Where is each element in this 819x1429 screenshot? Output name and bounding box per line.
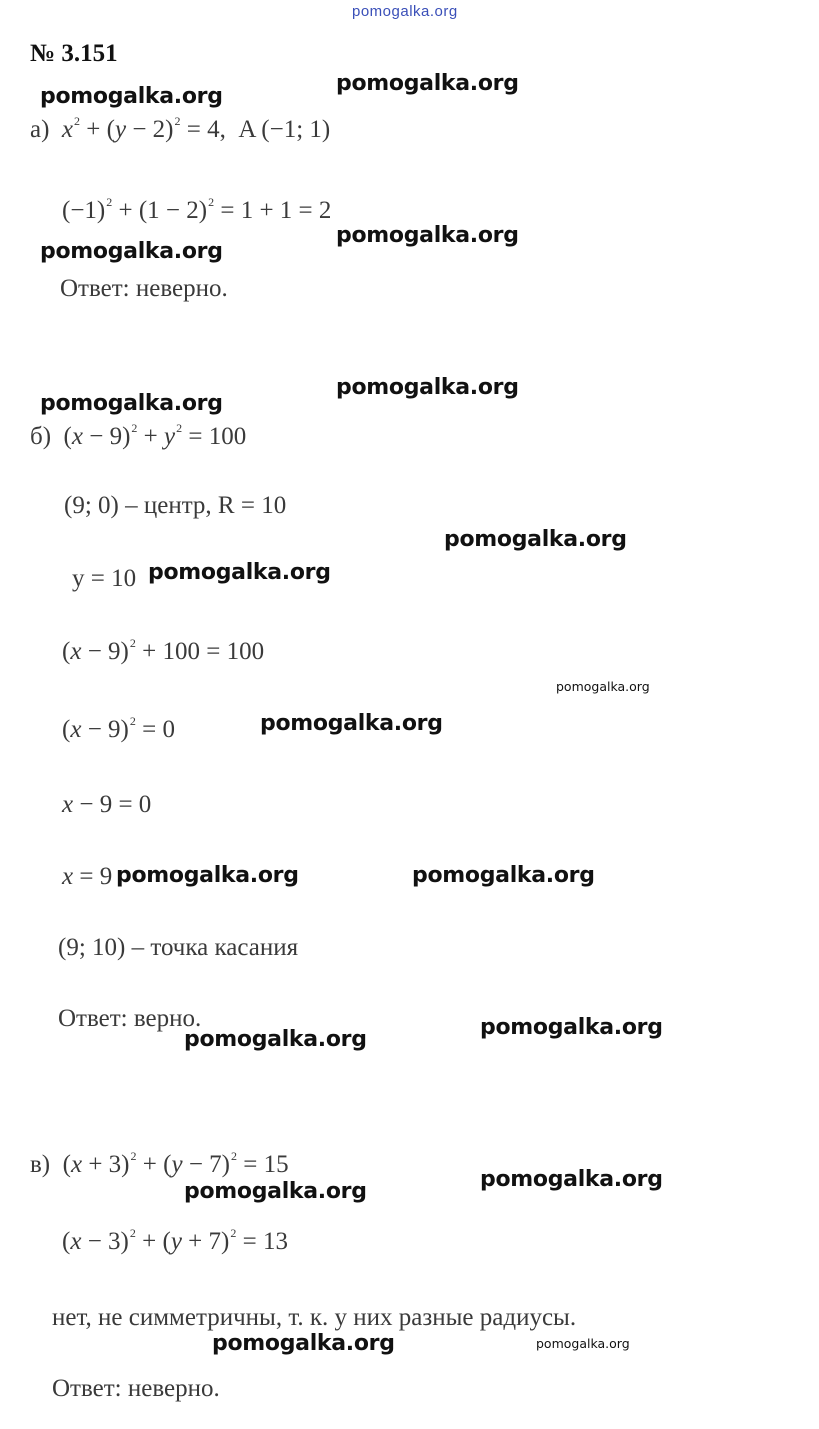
part-v-label: в) xyxy=(30,1151,51,1178)
part-b-label: б) xyxy=(30,423,52,450)
part-b-y-line: y = 10 xyxy=(72,565,137,592)
watermark-text: pomogalka.org xyxy=(148,560,331,585)
watermark-text: pomogalka.org xyxy=(412,863,595,888)
part-b-equation: б) $(x - 9)^2 + y^2 = 100$ xyxy=(30,421,247,450)
watermark-text: pomogalka.org xyxy=(40,84,223,109)
part-b-tangent: (9; 10) – точка касания xyxy=(58,934,299,961)
watermark-text: pomogalka.org xyxy=(480,1015,663,1040)
part-a-check: $(-1)^2 + (1 - 2)^2 = 1 + 1 = 2$ xyxy=(62,195,332,224)
watermark-text: pomogalka.org xyxy=(184,1027,367,1052)
part-b-step1: $(x - 9)^2 + 100 = 100$ xyxy=(62,636,265,665)
part-v-answer: Ответ: неверно. xyxy=(52,1375,220,1402)
part-a-equation: а) $x^2 + (y - 2)^2 = 4$, A (−1; 1) xyxy=(30,114,331,143)
part-b-answer: Ответ: верно. xyxy=(58,1005,202,1032)
watermark-text: pomogalka.org xyxy=(40,391,223,416)
part-v-eq1: в) $(x + 3)^2 + (y - 7)^2 = 15$ xyxy=(30,1149,289,1178)
watermark-text-small: pomogalka.org xyxy=(536,1336,630,1351)
part-b-step4: x = 9 xyxy=(62,863,113,890)
problem-number: № 3.151 xyxy=(30,40,118,67)
part-b-step2: $(x - 9)^2 = 0$ xyxy=(62,714,175,743)
part-a-label: а) xyxy=(30,116,50,143)
watermark-text: pomogalka.org xyxy=(336,375,519,400)
part-a-answer: Ответ: неверно. xyxy=(60,275,228,302)
watermark-text: pomogalka.org xyxy=(336,71,519,96)
watermark-text: pomogalka.org xyxy=(116,863,299,888)
part-v-eq2: $(x - 3)^2 + (y + 7)^2 = 13$ xyxy=(62,1226,288,1255)
part-v-conclusion: нет, не симметричны, т. к. у них разные радиусы. xyxy=(52,1304,577,1331)
watermark-text: pomogalka.org xyxy=(212,1331,395,1356)
watermark-text: pomogalka.org xyxy=(444,527,627,552)
watermark-text: pomogalka.org xyxy=(184,1179,367,1204)
part-b-center: (9; 0) – центр, R = 10 xyxy=(64,492,287,519)
watermark-text: pomogalka.org xyxy=(336,223,519,248)
watermark-text: pomogalka.org xyxy=(260,711,443,736)
watermark-text: pomogalka.org xyxy=(40,239,223,264)
part-b-step3: x − 9 = 0 xyxy=(62,791,152,818)
watermark-text-small: pomogalka.org xyxy=(556,679,650,694)
watermark-text: pomogalka.org xyxy=(480,1167,663,1192)
site-link[interactable]: pomogalka.org xyxy=(352,3,458,20)
